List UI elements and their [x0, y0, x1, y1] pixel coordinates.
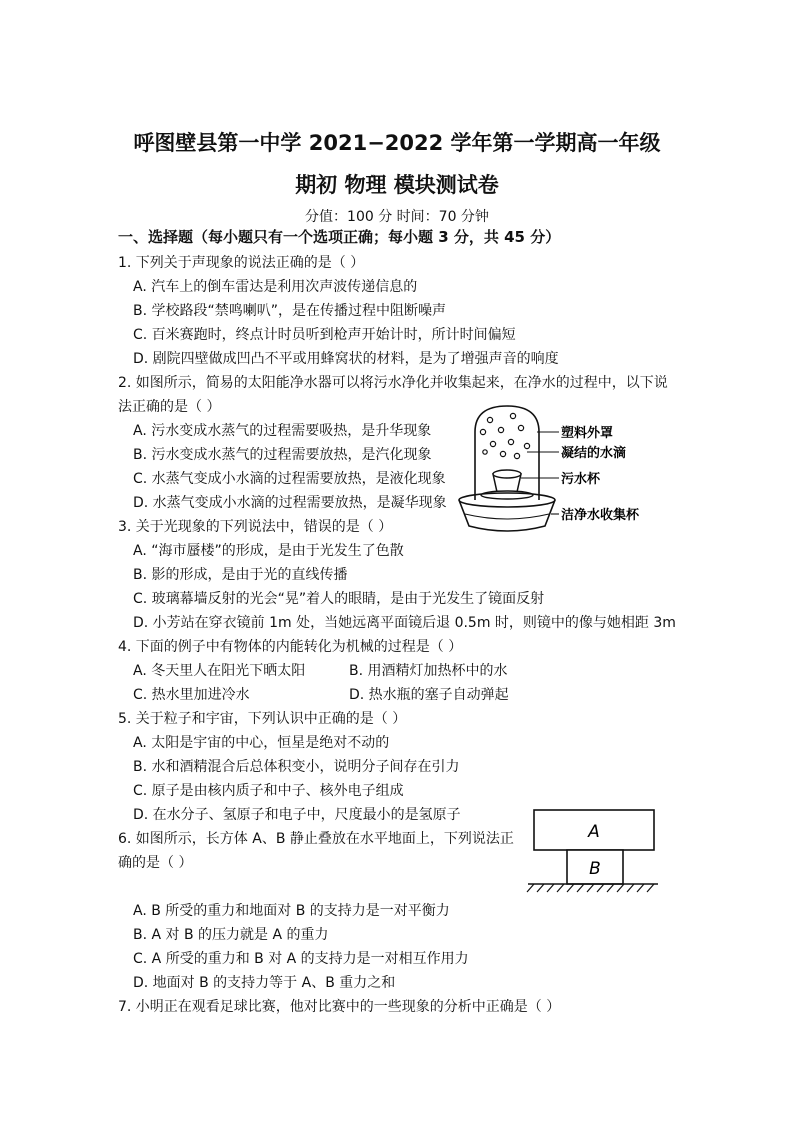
q2-option-c: C. 水蒸气变成小水滴的过程需要放热，是液化现象: [133, 471, 446, 487]
q5-stem: 5. 关于粒子和宇宙，下列认识中正确的是（ ）: [118, 711, 407, 727]
block-b-label: B: [589, 859, 601, 879]
q1-option-c: C. 百米赛跑时，终点计时员听到枪声开始计时，所计时间偏短: [133, 327, 516, 343]
label-condensed-droplets: 凝结的水滴: [561, 446, 627, 461]
stacked-blocks-figure: [526, 808, 662, 896]
q5-option-a: A. 太阳是宇宙的中心，恒星是绝对不动的: [133, 735, 390, 751]
q6-option-b: B. A 对 B 的压力就是 A 的重力: [133, 927, 329, 943]
q1-option-a: A. 汽车上的倒车雷达是利用次声波传递信息的: [133, 279, 418, 295]
q2-option-b: B. 污水变成水蒸气的过程需要放热，是汽化现象: [133, 447, 432, 463]
q3-option-c: C. 玻璃幕墙反射的光会“晃”着人的眼睛，是由于光发生了镜面反射: [133, 591, 545, 607]
q4-option-c: C. 热水里加进冷水: [133, 687, 250, 703]
q6-option-a: A. B 所受的重力和地面对 B 的支持力是一对平衡力: [133, 903, 450, 919]
q2-stem-line1: 2. 如图所示，简易的太阳能净水器可以将污水净化并收集起来，在净水的过程中，以下说: [118, 375, 668, 391]
q4-option-d: D. 热水瓶的塞子自动弹起: [349, 687, 509, 703]
q1-option-d: D. 剧院四壁做成凹凸不平或用蜂窝状的材料，是为了增强声音的响度: [133, 351, 559, 367]
q3-stem: 3. 关于光现象的下列说法中，错误的是（ ）: [118, 519, 393, 535]
q5-option-d: D. 在水分子、氢原子和电子中，尺度最小的是氢原子: [133, 807, 461, 823]
section-heading: 一、选择题（每小题只有一个选项正确；每小题 3 分，共 45 分）: [118, 228, 561, 246]
q2-stem-line2: 法正确的是（ ）: [118, 399, 221, 415]
q3-option-b: B. 影的形成，是由于光的直线传播: [133, 567, 348, 583]
block-a-label: A: [588, 822, 600, 842]
q2-option-a: A. 污水变成水蒸气的过程需要吸热，是升华现象: [133, 423, 432, 439]
q7-stem: 7. 小明正在观看足球比赛，他对比赛中的一些现象的分析中正确是（ ）: [118, 999, 561, 1015]
water-droplets: [480, 413, 529, 458]
q3-option-d: D. 小芳站在穿衣镜前 1m 处，当她远离平面镜后退 0.5m 时，则镜中的像与她相距 3m: [133, 615, 676, 631]
q4-option-a: A. 冬天里人在阳光下晒太阳: [133, 663, 306, 679]
q1-option-b: B. 学校路段“禁鸣喇叭”，是在传播过程中阻断噪声: [133, 303, 447, 319]
q6-option-d: D. 地面对 B 的支持力等于 A、B 重力之和: [133, 975, 396, 991]
exam-title-line2: 期初 物理 模块测试卷: [295, 173, 499, 197]
label-plastic-dome: 塑料外罩: [561, 426, 614, 441]
q2-option-d: D. 水蒸气变成小水滴的过程需要放热，是凝华现象: [133, 495, 447, 511]
q6-stem-line1: 6. 如图所示，长方体 A、B 静止叠放在水平地面上，下列说法正: [118, 831, 514, 847]
label-dirty-water-cup: 污水杯: [561, 472, 601, 487]
q5-option-b: B. 水和酒精混合后总体积变小，说明分子间存在引力: [133, 759, 460, 775]
q6-stem-line2: 确的是（ ）: [118, 855, 193, 871]
q6-option-c: C. A 所受的重力和 B 对 A 的支持力是一对相互作用力: [133, 951, 469, 967]
q1-stem: 1. 下列关于声现象的说法正确的是（ ）: [118, 255, 365, 271]
q3-option-a: A. “海市蜃楼”的形成，是由于光发生了色散: [133, 543, 404, 559]
ground-hatching: [527, 884, 654, 892]
solar-purifier-figure: [455, 402, 660, 537]
q4-option-b: B. 用酒精灯加热杯中的水: [349, 663, 508, 679]
exam-title-line1: 呼图壁县第一中学 2021−2022 学年第一学期高一年级: [133, 131, 661, 155]
label-clean-water-cup: 洁净水收集杯: [561, 508, 640, 523]
score-time-info: 分值：100 分 时间：70 分钟: [305, 209, 489, 225]
q4-stem: 4. 下面的例子中有物体的内能转化为机械的过程是（ ）: [118, 639, 463, 655]
q5-option-c: C. 原子是由核内质子和中子、核外电子组成: [133, 783, 404, 799]
